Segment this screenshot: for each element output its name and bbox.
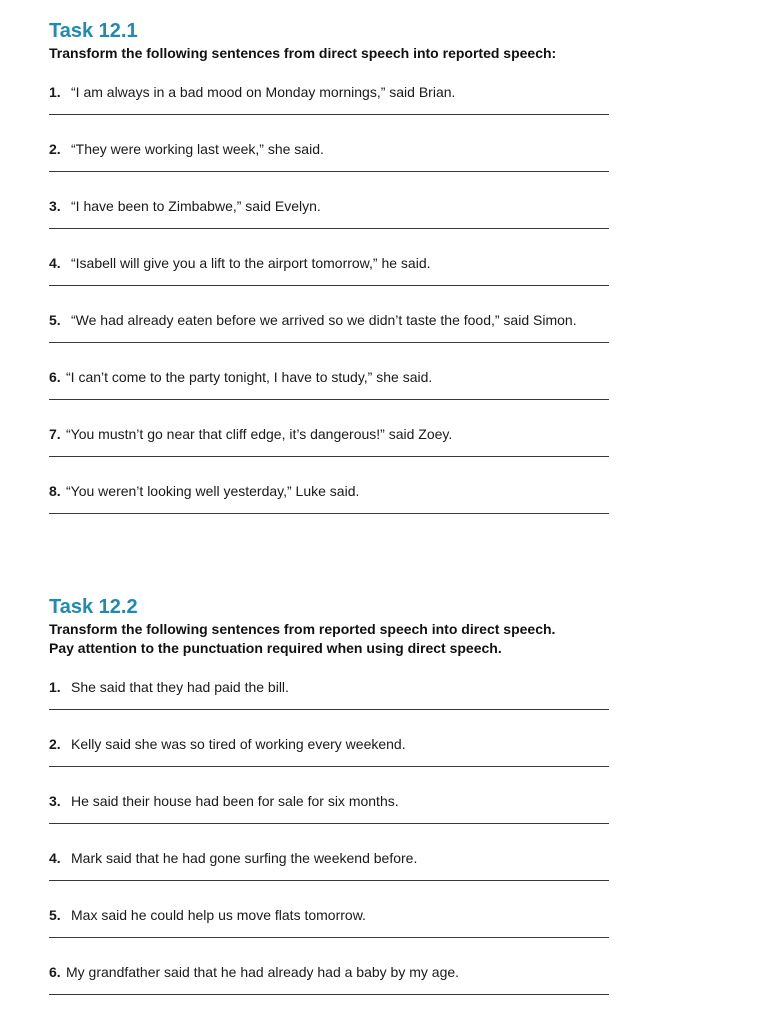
exercise-sentence	[49, 197, 321, 215]
exercise-sentence	[49, 678, 289, 696]
exercise-sentence	[49, 311, 577, 329]
answer-line[interactable]	[49, 766, 609, 767]
item-number: 3.	[49, 793, 61, 809]
exercise-item	[49, 419, 729, 476]
item-number: 1.	[49, 84, 61, 100]
sentence-text: My grandfather said that he had already had a baby by my age.	[66, 964, 460, 980]
exercise-item	[49, 248, 729, 305]
exercise-sentence	[49, 83, 455, 101]
item-number: 4.	[49, 850, 61, 866]
item-number: 7.	[49, 426, 61, 442]
item-number: 2.	[49, 141, 61, 157]
exercise-sentence	[49, 849, 417, 867]
answer-line[interactable]	[49, 456, 609, 457]
sentence-text: “I have been to Zimbabwe,” said Evelyn.	[71, 198, 321, 214]
answer-line[interactable]	[49, 228, 609, 229]
item-number: 2.	[49, 736, 61, 752]
sentence-text: “We had already eaten before we arrived so we didn’t taste the food,” said Simon.	[71, 312, 577, 328]
task-12-2-instruction-line-1: Transform the following sentences from reported speech into direct speech.	[49, 621, 556, 637]
exercise-sentence	[49, 140, 324, 158]
item-number: 4.	[49, 255, 61, 271]
exercise-sentence	[49, 735, 406, 753]
exercise-item	[49, 134, 729, 191]
sentence-text: “I can’t come to the party tonight, I have to study,” she said.	[66, 369, 433, 385]
exercise-sentence	[49, 963, 459, 981]
answer-line[interactable]	[49, 342, 609, 343]
answer-line[interactable]	[49, 114, 609, 115]
exercise-item	[49, 191, 729, 248]
task-12-2-instruction-line-2: Pay attention to the punctuation required when using direct speech.	[49, 640, 502, 656]
item-number: 1.	[49, 679, 61, 695]
sentence-text: He said their house had been for sale for six months.	[71, 793, 399, 809]
exercise-item	[49, 786, 729, 843]
answer-line[interactable]	[49, 399, 609, 400]
exercise-item	[49, 729, 729, 786]
answer-line[interactable]	[49, 285, 609, 286]
answer-line[interactable]	[49, 823, 609, 824]
task-12-1-section	[49, 18, 729, 533]
sentence-text: “You weren’t looking well yesterday,” Luke said.	[66, 483, 360, 499]
sentence-text: Kelly said she was so tired of working every weekend.	[71, 736, 406, 752]
task-12-2-section	[49, 594, 729, 1014]
exercise-item	[49, 843, 729, 900]
answer-line[interactable]	[49, 994, 609, 995]
exercise-sentence	[49, 425, 452, 443]
item-number: 3.	[49, 198, 61, 214]
exercise-item	[49, 362, 729, 419]
exercise-item	[49, 77, 729, 134]
exercise-item	[49, 305, 729, 362]
item-number: 5.	[49, 907, 61, 923]
sentence-text: “Isabell will give you a lift to the airport tomorrow,” he said.	[71, 255, 431, 271]
task-12-1-exercise-list	[49, 77, 729, 533]
exercise-sentence	[49, 368, 432, 386]
exercise-sentence	[49, 792, 399, 810]
sentence-text: Mark said that he had gone surfing the weekend before.	[71, 850, 418, 866]
exercise-item	[49, 957, 729, 1014]
task-12-1-title: Task 12.1	[49, 20, 138, 42]
exercise-item	[49, 900, 729, 957]
exercise-item	[49, 672, 729, 729]
answer-line[interactable]	[49, 880, 609, 881]
answer-line[interactable]	[49, 513, 609, 514]
sentence-text: “They were working last week,” she said.	[71, 141, 324, 157]
sentence-text: Max said he could help us move flats tomorrow.	[71, 907, 366, 923]
item-number: 6.	[49, 964, 61, 980]
exercise-sentence	[49, 482, 359, 500]
sentence-text: “You mustn’t go near that cliff edge, it’s dangerous!” said Zoey.	[66, 426, 453, 442]
exercise-sentence	[49, 254, 431, 272]
sentence-text: “I am always in a bad mood on Monday mornings,” said Brian.	[71, 84, 456, 100]
task-12-2-exercise-list	[49, 672, 729, 1014]
item-number: 8.	[49, 483, 61, 499]
item-number: 6.	[49, 369, 61, 385]
task-12-1-instruction: Transform the following sentences from direct speech into reported speech:	[49, 45, 557, 61]
sentence-text: She said that they had paid the bill.	[71, 679, 289, 695]
exercise-item	[49, 476, 729, 533]
item-number: 5.	[49, 312, 61, 328]
answer-line[interactable]	[49, 937, 609, 938]
answer-line[interactable]	[49, 709, 609, 710]
task-12-2-title: Task 12.2	[49, 596, 138, 618]
exercise-sentence	[49, 906, 366, 924]
answer-line[interactable]	[49, 171, 609, 172]
